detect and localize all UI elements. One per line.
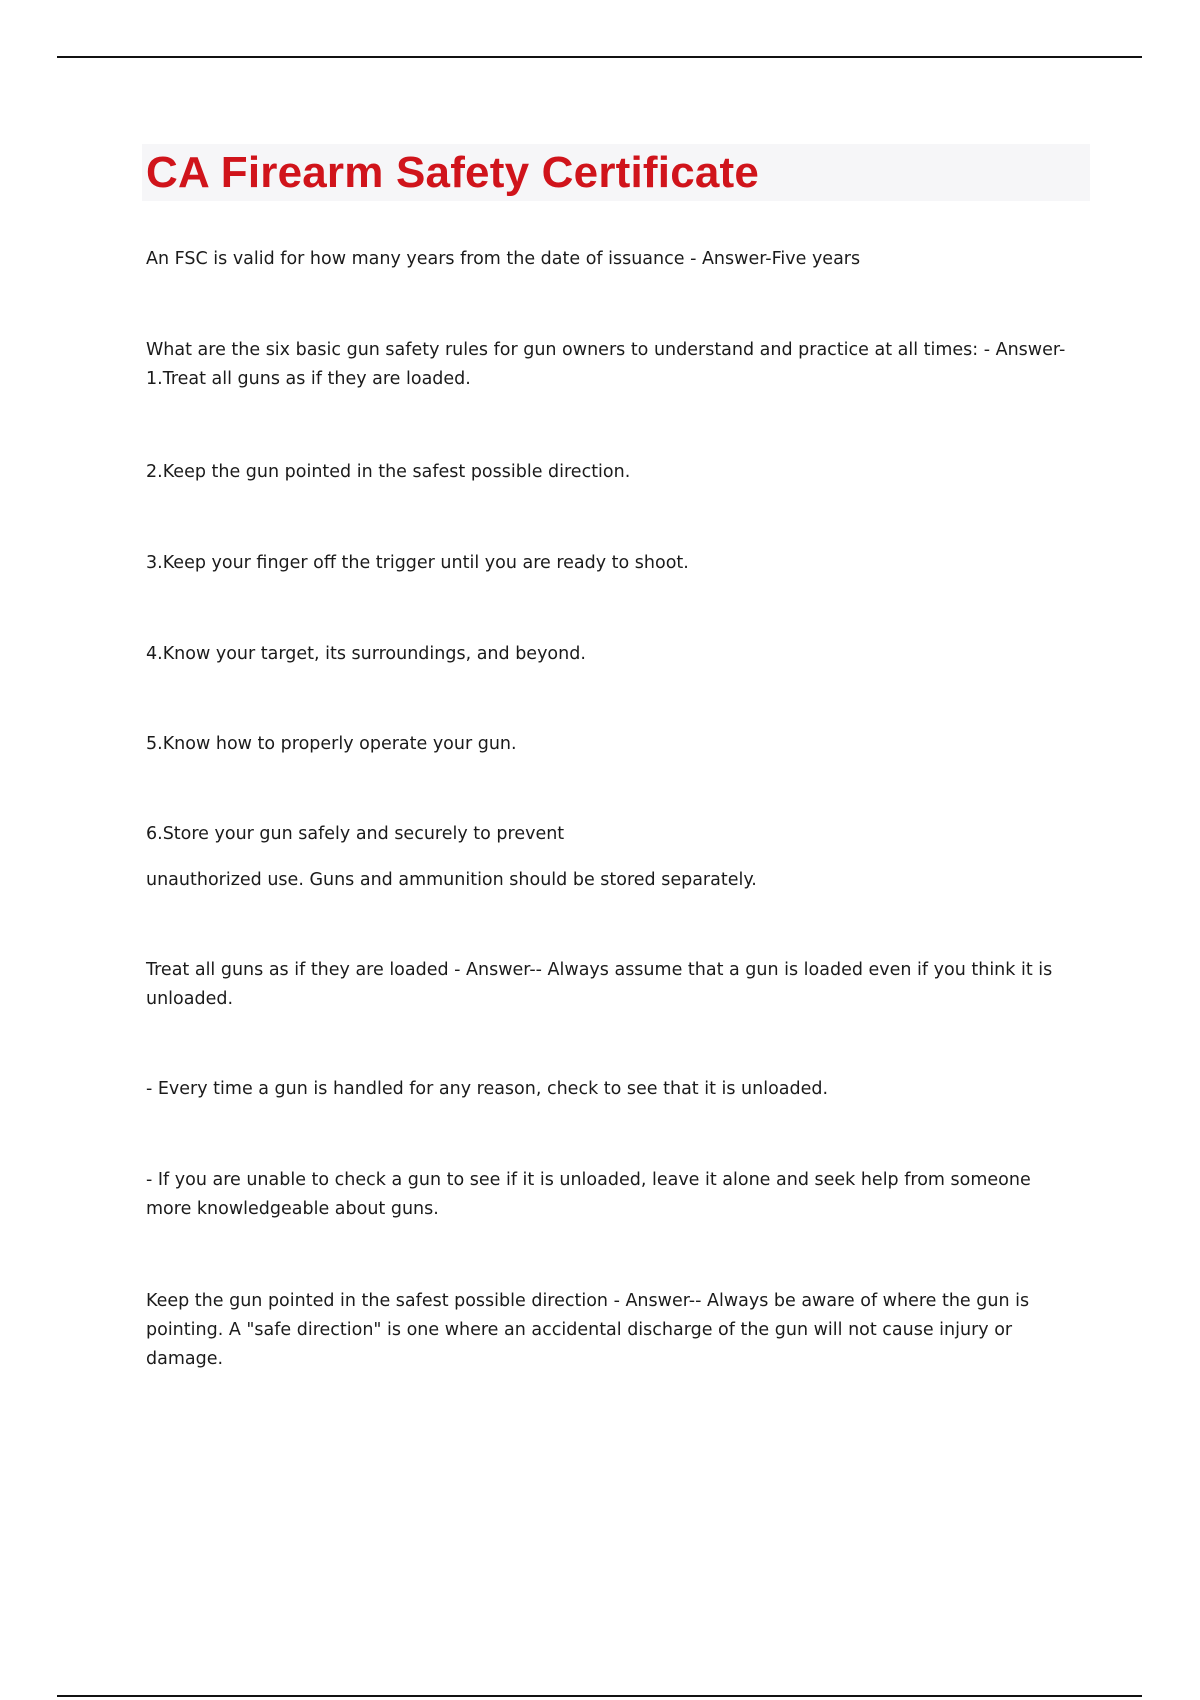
paragraph-fsc-validity: An FSC is valid for how many years from the date of issuance - Answer-Five years xyxy=(146,249,861,269)
paragraph-seek-help: - If you are unable to check a gun to see if it is unloaded, leave it alone and seek help from someone more knowledgeable about guns. xyxy=(146,1170,1031,1219)
title-banner xyxy=(142,144,1090,201)
paragraph-rule-6: 6.Store your gun safely and securely to prevent xyxy=(146,824,565,844)
paragraph-rule-4: 4.Know your target, its surroundings, and beyond. xyxy=(146,644,586,664)
page-title: CA Firearm Safety Certificate xyxy=(146,148,760,197)
paragraph-rule-5: 5.Know how to properly operate your gun. xyxy=(146,734,517,754)
paragraph-rule-3: 3.Keep your finger off the trigger until you are ready to shoot. xyxy=(146,553,689,573)
paragraph-rule-2: 2.Keep the gun pointed in the safest possible direction. xyxy=(146,462,631,482)
top-rule xyxy=(57,56,1142,58)
paragraph-treat-loaded: Treat all guns as if they are loaded - Answer-- Always assume that a gun is loaded even if you think it is unloaded. xyxy=(146,960,1053,1009)
paragraph-safe-direction: Keep the gun pointed in the safest possible direction - Answer-- Always be aware of where the gun is pointing. A "safe direction" is one where an accidental discharge of the gun will not cause injury or damage. xyxy=(146,1291,1030,1369)
paragraph-six-rules: What are the six basic gun safety rules for gun owners to understand and practice at all times: - Answer- 1.Treat all guns as if they are loaded. xyxy=(146,340,1066,389)
paragraph-rule-6-cont: unauthorized use. Guns and ammunition should be stored separately. xyxy=(146,870,757,890)
paragraph-check-unloaded: - Every time a gun is handled for any reason, check to see that it is unloaded. xyxy=(146,1079,829,1099)
bottom-rule xyxy=(57,1695,1142,1697)
